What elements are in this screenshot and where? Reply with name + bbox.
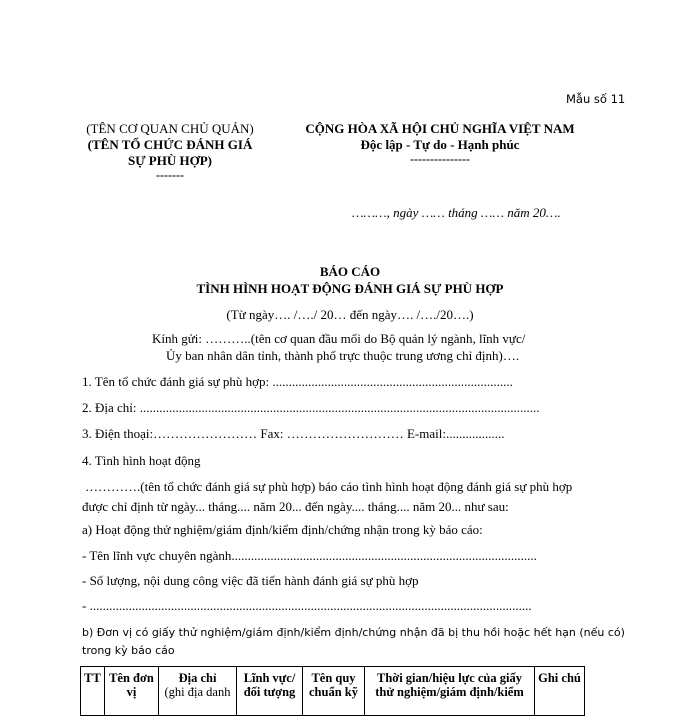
work-content-line: - Số lượng, nội dung công việc đã tiến hành đánh giá sự phù hợp <box>82 573 419 588</box>
country-name: CỘNG HÒA XÃ HỘI CHỦ NGHĨA VIỆT NAM <box>305 121 575 136</box>
revoked-units-table <box>80 666 585 716</box>
recipient-line2: Ủy ban nhân dân tỉnh, thành phố trực thuộc trung ương chỉ định)…. <box>166 348 520 363</box>
report-period: (Từ ngày…. /…./ 20… đến ngày…. /…./20….) <box>226 307 474 322</box>
motto-divider: --------------- <box>410 152 470 166</box>
field-name-line: - Tên lĩnh vực chuyên ngành.............................................................................................. <box>82 548 537 563</box>
revoked-units-line2: trong kỳ báo cáo <box>82 644 175 657</box>
column-header-index: TT <box>81 667 105 716</box>
column-header-standard: Tên quy chuẩn kỹ <box>303 667 365 716</box>
agency-block <box>70 121 270 181</box>
blank-dotted-line: - ........................................................................................................................................ <box>82 598 532 613</box>
column-header-unit-name: Tên đơn vị <box>105 667 159 716</box>
parent-agency: (TÊN CƠ QUAN CHỦ QUẢN) <box>86 121 254 136</box>
recipient-block <box>152 330 525 364</box>
revoked-units-line1: b) Đơn vị có giấy thử nghiệm/giám định/kiểm định/chứng nhận đã bị thu hồi hoặc hết hạn (nếu có) <box>82 626 625 639</box>
organization-name-field: 1. Tên tổ chức đánh giá sự phù hợp: .......................................................................... <box>82 374 513 389</box>
column-header-field: Lĩnh vực/ đối tượng <box>237 667 303 716</box>
column-header-validity: Thời gian/hiệu lực của giấy thử nghiệm/giám định/kiểm <box>365 667 535 716</box>
report-paragraph-line1: ………….(tên tổ chức đánh giá sự phù hợp) báo cáo tình hình hoạt động đánh giá sự phù hợp <box>85 479 573 494</box>
contact-field: 3. Điện thoại:…………………… Fax: ……………………… E-mail:.................. <box>82 426 505 441</box>
report-paragraph-line2: được chỉ định từ ngày... tháng.... năm 20... đến ngày.... tháng.... năm 20... như sau: <box>82 499 509 514</box>
report-title-line2: TÌNH HÌNH HOẠT ĐỘNG ĐÁNH GIÁ SỰ PHÙ HỢP <box>196 281 504 296</box>
organization-name-line1: (TÊN TỔ CHỨC ĐÁNH GIÁ <box>87 137 253 152</box>
report-title-line1: BÁO CÁO <box>319 264 381 279</box>
report-title <box>0 263 700 297</box>
address-field: 2. Địa chỉ: ........................................................................................................................... <box>82 400 540 415</box>
date-line: ………, ngày …… tháng …… năm 20…. <box>352 205 561 220</box>
activity-heading: a) Hoạt động thử nghiệm/giám định/kiểm định/chứng nhận trong kỳ báo cáo: <box>82 522 483 537</box>
form-number: Mẫu số 11 <box>566 92 626 106</box>
table-header-row <box>81 667 585 716</box>
column-header-notes: Ghi chú <box>535 667 585 716</box>
recipient-line1: Kính gửi: ………..(tên cơ quan đầu mối do Bộ quản lý ngành, lĩnh vực/ <box>152 331 526 346</box>
national-motto: Độc lập - Tự do - Hạnh phúc <box>360 137 520 152</box>
revoked-units-heading <box>82 624 625 660</box>
agency-divider: ------- <box>156 168 184 182</box>
activity-status-heading: 4. Tình hình hoạt động <box>82 453 201 468</box>
report-paragraph <box>82 477 572 517</box>
national-header <box>270 121 610 165</box>
column-header-address: Địa chỉ (ghi địa danh <box>159 667 237 716</box>
organization-name-line2: SỰ PHÙ HỢP) <box>127 153 212 168</box>
